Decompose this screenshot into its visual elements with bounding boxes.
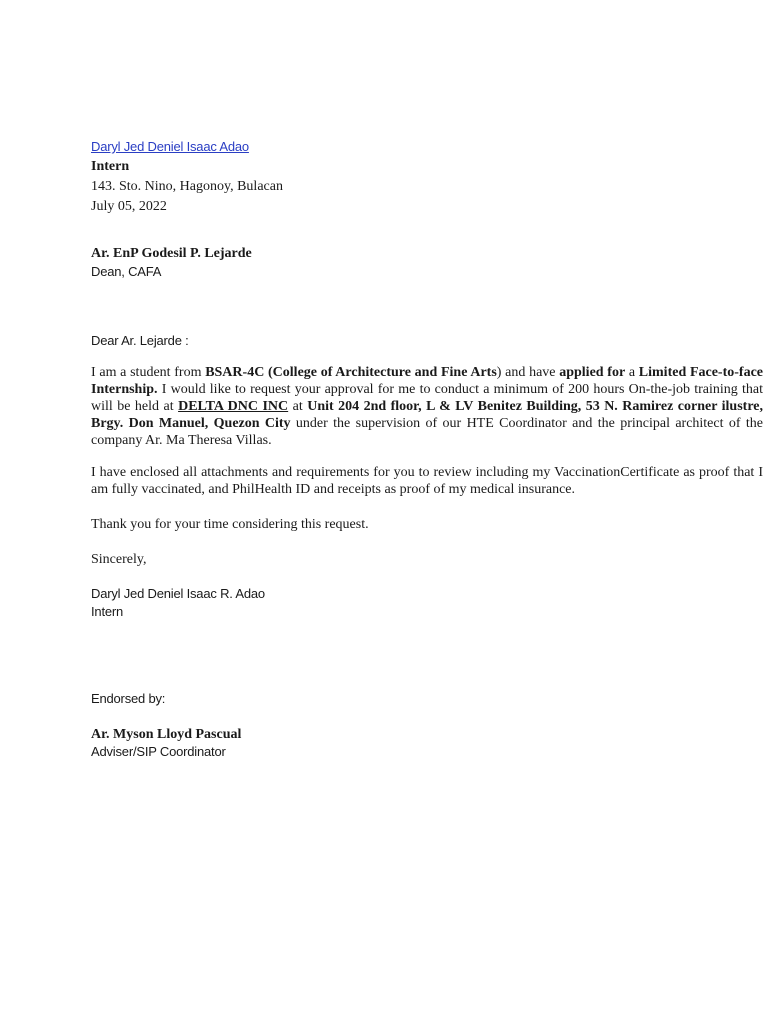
- signature-role: Intern: [91, 604, 124, 619]
- signature-name: Daryl Jed Deniel Isaac R. Adao: [91, 586, 265, 601]
- p1-text-4: I would like to request your approval for me to conduct a minimum of 200 hours On-the-job training that will be held at: [91, 382, 763, 414]
- p1-text-6: under the supervision of our HTE Coordinator and the principal architect of the company Ar. Ma Theresa Villas.: [91, 416, 763, 448]
- p1-text-5: at: [288, 399, 308, 414]
- sender-role: Intern: [91, 159, 130, 174]
- letter-date: July 05, 2022: [91, 199, 167, 214]
- p1-text-2: ) and have: [496, 365, 560, 380]
- endorsed-by-label: Endorsed by:: [91, 691, 166, 706]
- sender-name-link[interactable]: Daryl Jed Deniel Isaac Adao: [91, 139, 249, 154]
- p1-program: BSAR-4C (College of Architecture and Fine Arts: [205, 365, 497, 380]
- p1-text-1: I am a student from: [91, 365, 206, 380]
- p1-text-3: a: [625, 365, 639, 380]
- body-paragraph-1: [91, 364, 763, 449]
- p1-internship-type: Limited Face-to-face Internship.: [91, 365, 764, 397]
- body-paragraph-2: I have enclosed all attachments and requirements for you to review including my VaccinationCertificate as proof that I am fully vaccinated, and PhilHealth ID and receipts as proof of my medical insurance.: [91, 465, 763, 497]
- endorser-title: Adviser/SIP Coordinator: [91, 744, 226, 759]
- body-paragraph-3: Thank you for your time considering this request.: [91, 517, 369, 532]
- sender-address: 143. Sto. Nino, Hagonoy, Bulacan: [91, 179, 283, 194]
- closing: Sincerely,: [91, 552, 147, 567]
- p1-applied-for: applied for: [559, 365, 626, 380]
- salutation: Dear Ar. Lejarde :: [91, 333, 189, 348]
- p1-company-address: Unit 204 2nd floor, L & LV Benitez Building, 53 N. Ramirez corner ilustre, Brgy. Don Manuel, Quezon City: [91, 399, 763, 431]
- p1-company-name: DELTA DNC INC: [178, 399, 289, 414]
- sender-block: [91, 138, 763, 155]
- recipient-name: Ar. EnP Godesil P. Lejarde: [91, 246, 252, 261]
- endorser-name: Ar. Myson Lloyd Pascual: [91, 727, 242, 742]
- recipient-title: Dean, CAFA: [91, 264, 162, 279]
